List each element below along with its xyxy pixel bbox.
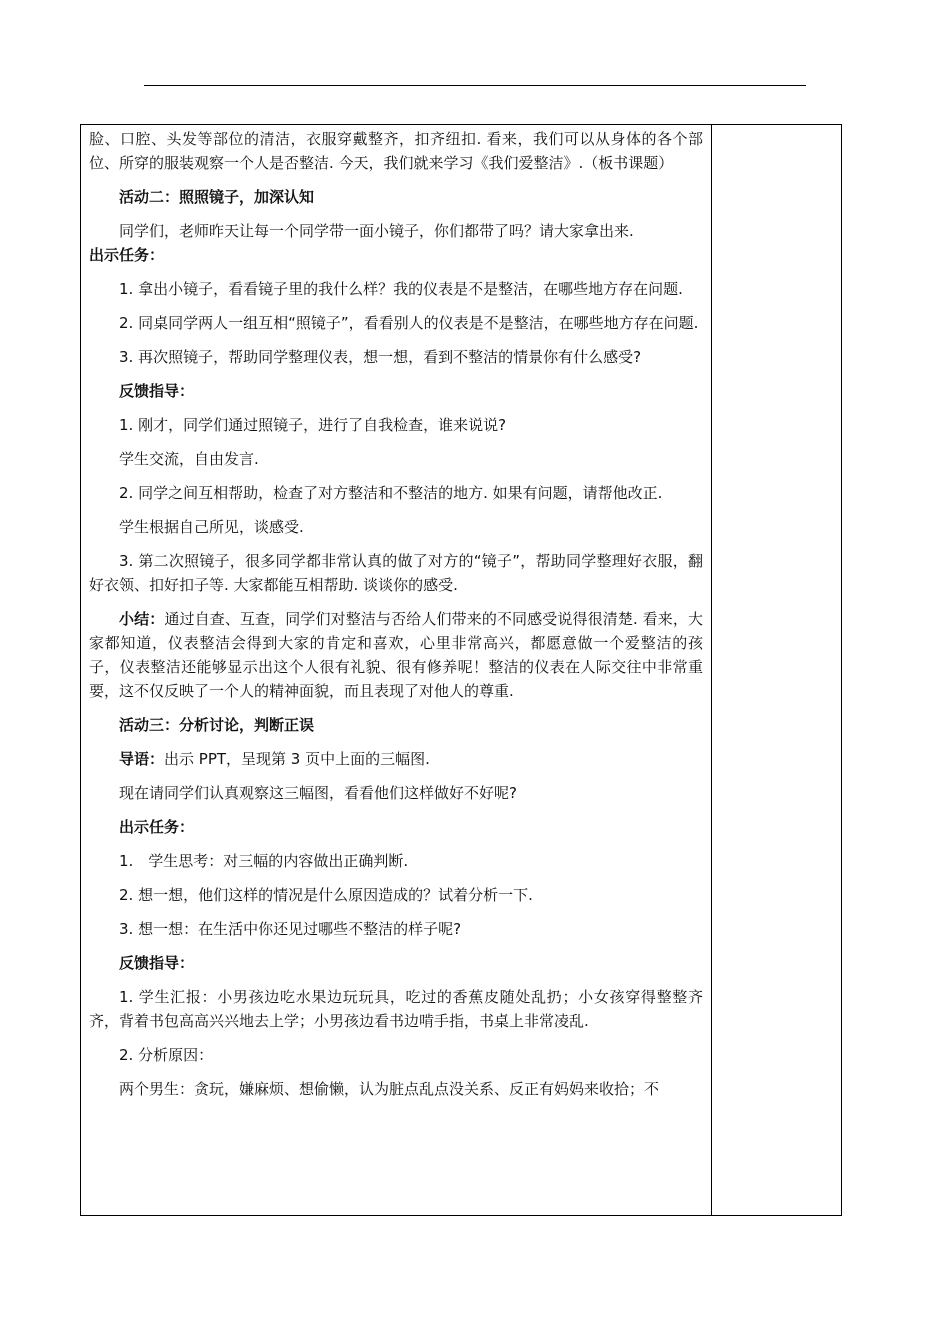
list-item — [89, 985, 703, 1033]
paragraph-text: 脸、口腔、头发等部位的清洁，衣服穿戴整齐，扣齐纽扣. 看来，我们可以从身体的各个部位、所穿的服装观察一个人是否整洁. 今天，我们就来学习《我们爱整洁》.（板书课题） — [89, 130, 703, 172]
paragraph-text: 1. 刚才，同学们通过照镜子，进行了自我检查，谁来说说? — [119, 416, 507, 434]
intro-paragraph — [89, 747, 703, 771]
paragraph-label: 导语： — [119, 750, 165, 768]
paragraph-label: 反馈指导： — [119, 954, 195, 972]
paragraph-text: 2. 想一想，他们这样的情况是什么原因造成的？试着分析一下. — [119, 886, 533, 904]
list-item — [89, 481, 703, 505]
paragraph-text: 1. 学生汇报：小男孩边吃水果边玩玩具，吃过的香蕉皮随处乱扔；小女孩穿得整整齐齐，背着书包高高兴兴地去上学；小男孩边看书边啃手指，书桌上非常凌乱. — [89, 988, 703, 1030]
paragraph-text: 学生根据自己所见，谈感受. — [119, 518, 304, 536]
paragraph — [89, 219, 703, 243]
paragraph — [89, 127, 703, 175]
paragraph-text: 同学们，老师昨天让每一个同学带一面小镜子，你们都带了吗？请大家拿出来. — [119, 222, 634, 240]
paragraph — [89, 447, 703, 471]
paragraph-text: 通过自查、互查，同学们对整洁与否给人们带来的不同感受说得很清楚. 看来，大家都知道，仪表整洁会得到大家的肯定和喜欢，心里非常高兴，都愿意做一个爱整洁的孩子，仪表整洁还能够显示出这个人很有礼貌、很有修养呢！整洁的仪表在人际交往中非常重要，这不仅反映了一个人的精神面貌，而且表现了对他人的尊重. — [89, 610, 703, 700]
list-item — [89, 1043, 703, 1067]
paragraph-label: 出示任务： — [89, 246, 165, 264]
paragraph-text: 出示 PPT，呈现第 3 页中上面的三幅图. — [164, 750, 430, 768]
section-heading — [89, 185, 703, 209]
list-item — [89, 549, 703, 597]
paragraph-text: 3. 想一想：在生活中你还见过哪些不整洁的样子呢? — [119, 920, 462, 938]
paragraph-text: 3. 第二次照镜子，很多同学都非常认真的做了对方的“镜子”，帮助同学整理好衣服，翻好衣领、扣好扣子等. 大家都能互相帮助. 谈谈你的感受. — [89, 552, 703, 594]
paragraph-text: 1. 拿出小镜子，看看镜子里的我什么样？我的仪表是不是整洁，在哪些地方存在问题. — [119, 280, 683, 298]
paragraph — [89, 781, 703, 805]
paragraph-label: 小结： — [119, 610, 165, 628]
paragraph-text: 3. 再次照镜子，帮助同学整理仪表，想一想，看到不整洁的情景你有什么感受? — [119, 348, 642, 366]
summary-paragraph — [89, 607, 703, 703]
lesson-content-cell — [89, 125, 703, 1215]
paragraph-label: 活动二：照照镜子，加深认知 — [119, 188, 315, 206]
list-item — [89, 311, 703, 335]
paragraph-label: 反馈指导： — [119, 382, 195, 400]
paragraph-text: 1. 学生思考：对三幅的内容做出正确判断. — [119, 852, 409, 870]
paragraph-text: 2. 分析原因： — [119, 1046, 214, 1064]
paragraph — [89, 515, 703, 539]
paragraph-text: 2. 同桌同学两人一组互相“照镜子”，看看别人的仪表是不是整洁，在哪些地方存在问题. — [119, 314, 699, 332]
notes-cell — [712, 125, 841, 1215]
task-heading — [89, 815, 703, 839]
paragraph-text: 现在请同学们认真观察这三幅图，看看他们这样做好不好呢? — [119, 784, 517, 802]
list-item — [89, 917, 703, 941]
paragraph — [89, 1077, 703, 1101]
list-item — [89, 277, 703, 301]
paragraph-label: 出示任务： — [119, 818, 195, 836]
paragraph-text: 学生交流，自由发言. — [119, 450, 259, 468]
list-item — [89, 849, 703, 873]
lesson-table — [80, 124, 842, 1216]
list-item — [89, 345, 703, 369]
feedback-heading — [89, 379, 703, 403]
section-heading — [89, 713, 703, 737]
feedback-heading — [89, 951, 703, 975]
paragraph-text: 2. 同学之间互相帮助，检查了对方整洁和不整洁的地方. 如果有问题，请帮他改正. — [119, 484, 663, 502]
paragraph-text: 两个男生：贪玩，嫌麻烦、想偷懒，认为脏点乱点没关系、反正有妈妈来收拾；不 — [119, 1080, 660, 1098]
header-rule — [144, 85, 806, 86]
task-heading — [89, 243, 703, 267]
list-item — [89, 413, 703, 437]
paragraph-label: 活动三：分析讨论，判断正误 — [119, 716, 315, 734]
list-item — [89, 883, 703, 907]
